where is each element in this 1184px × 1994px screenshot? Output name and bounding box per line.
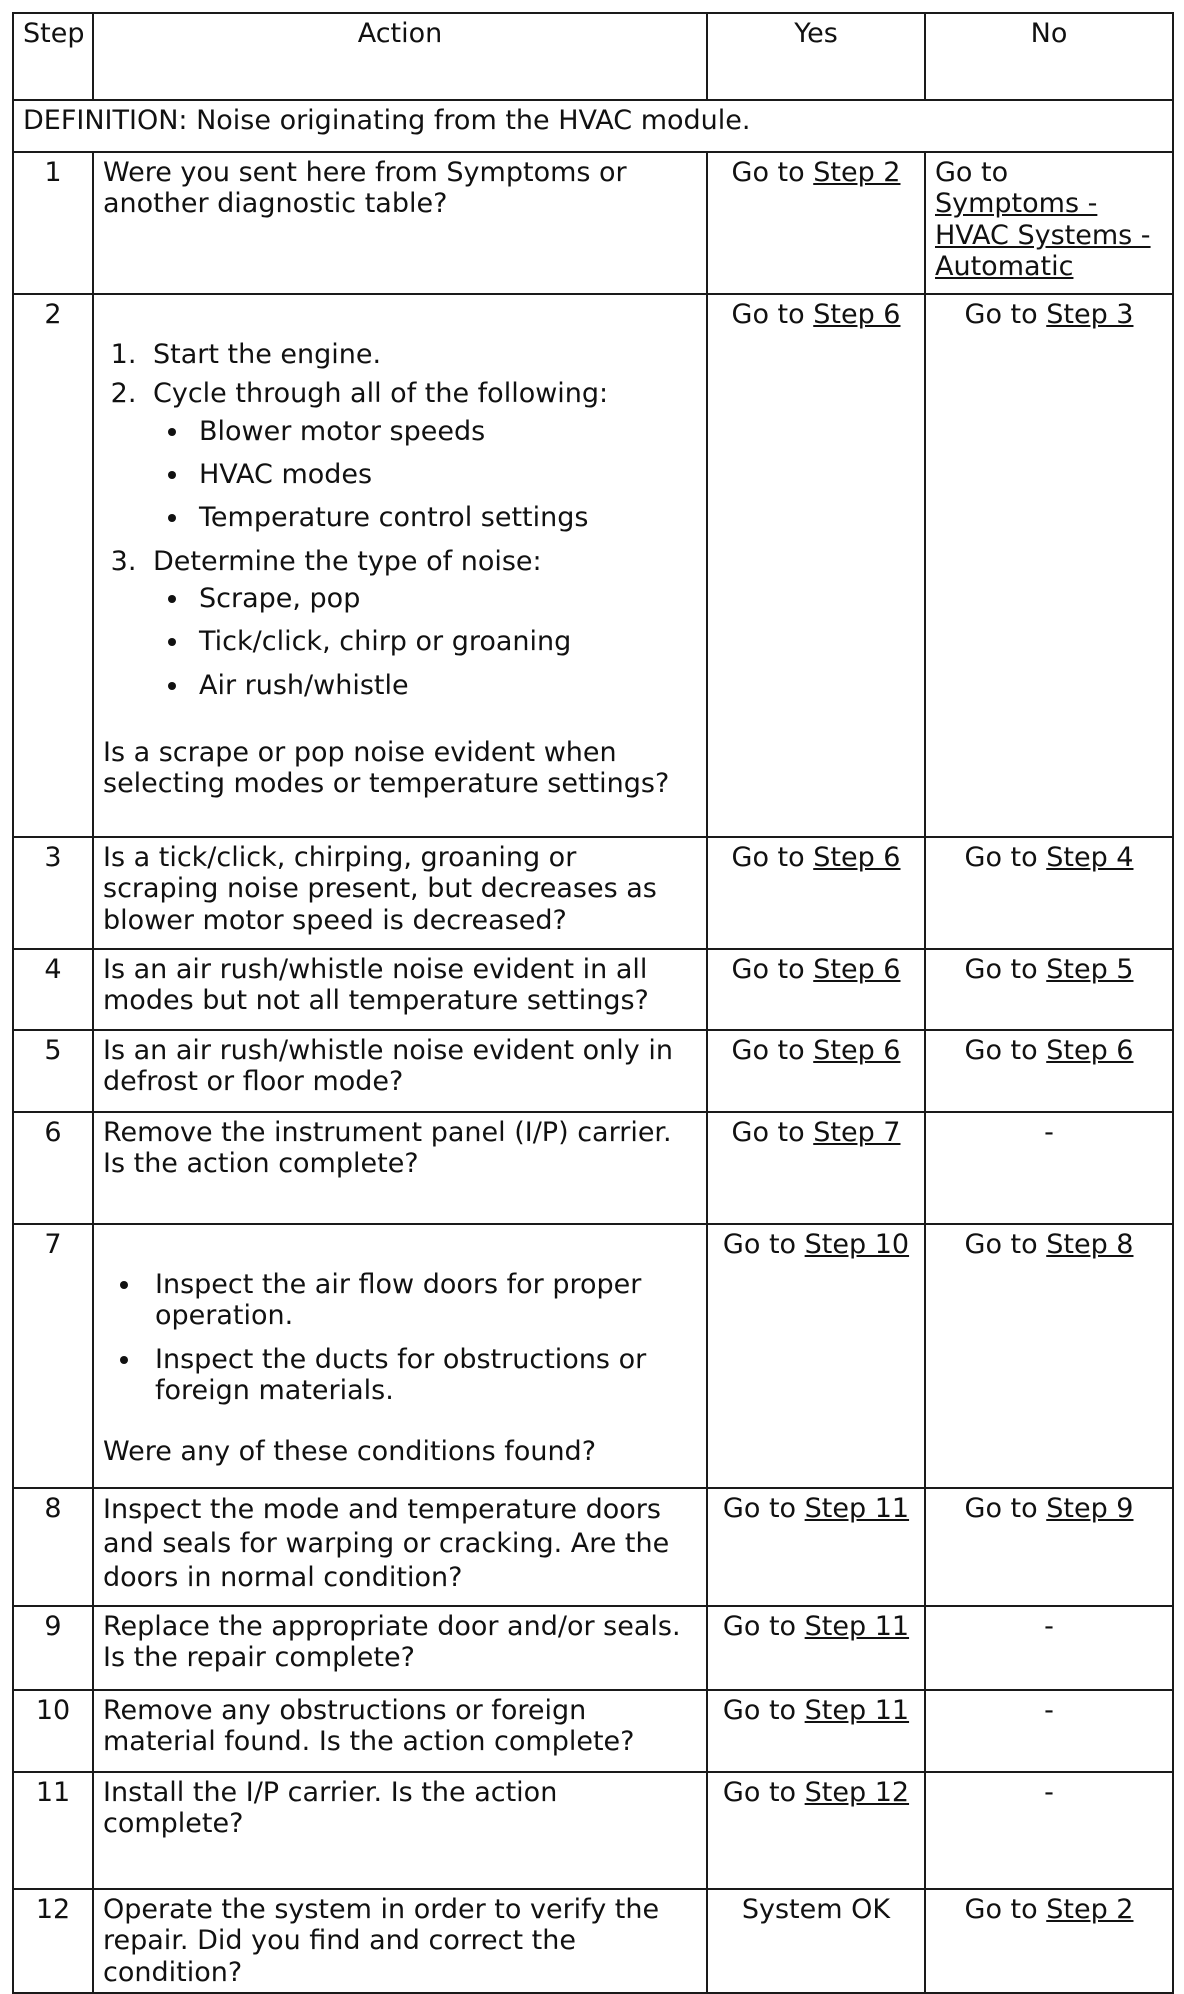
list-item: • Tick/click, chirp or groaning xyxy=(191,626,697,657)
go-to-text: Go to xyxy=(731,299,814,330)
step-number: 7 xyxy=(13,1224,93,1488)
action-text: Install the I/P carrier. Is the action complete? xyxy=(93,1772,707,1889)
list-item: • Scrape, pop xyxy=(191,583,697,614)
header-step: Step xyxy=(13,13,93,100)
no-link[interactable]: Step 9 xyxy=(1046,1493,1134,1524)
header-no: No xyxy=(925,13,1173,100)
list-item: • Inspect the ducts for obstructions or foreign materials. xyxy=(143,1344,697,1407)
action-cell xyxy=(93,1224,707,1488)
step-number: 12 xyxy=(13,1889,93,1993)
action-text: Replace the appropriate door and/or seals. Is the repair complete? xyxy=(93,1606,707,1690)
definition-row xyxy=(13,100,1173,152)
table-row xyxy=(13,949,1173,1030)
yes-cell xyxy=(707,1224,925,1488)
no-cell xyxy=(925,1030,1173,1112)
question-text: Is a scrape or pop noise evident when selecting modes or temperature settings? xyxy=(103,736,670,800)
table-row xyxy=(13,837,1173,949)
list-item: • Air rush/whistle xyxy=(191,670,697,701)
action-text: Operate the system in order to verify the repair. Did you find and correct the condition? xyxy=(93,1889,707,1993)
go-to-text: Go to xyxy=(964,299,1047,330)
go-to-text: Go to xyxy=(731,954,814,985)
list-item: • HVAC modes xyxy=(191,459,697,490)
yes-cell xyxy=(707,294,925,837)
table-row xyxy=(13,1889,1173,1993)
step-number: 1 xyxy=(13,152,93,294)
table-row xyxy=(13,1690,1173,1772)
go-to-text: Go to xyxy=(722,1611,805,1642)
header-action: Action xyxy=(93,13,707,100)
list-item-text: Cycle through all of the following: xyxy=(153,378,609,410)
go-to-text: Go to xyxy=(722,1695,805,1726)
bullet-list xyxy=(153,416,697,534)
yes-cell xyxy=(707,1772,925,1889)
action-text: Is an air rush/whistle noise evident only in defrost or floor mode? xyxy=(93,1030,707,1112)
action-text: Remove the instrument panel (I/P) carrier. xyxy=(103,1117,672,1148)
table-row xyxy=(13,1030,1173,1112)
yes-link[interactable]: Step 7 xyxy=(813,1117,901,1148)
yes-cell xyxy=(707,1112,925,1224)
action-text: Inspect the mode and temperature doors and seals for warping or cracking. Are the doors in normal condition? xyxy=(93,1488,707,1606)
step-number: 11 xyxy=(13,1772,93,1889)
step-number: 4 xyxy=(13,949,93,1030)
go-to-text: Go to xyxy=(964,1229,1047,1260)
table-row xyxy=(13,1606,1173,1690)
header-row xyxy=(13,13,1173,100)
action-cell xyxy=(93,294,707,837)
table-row xyxy=(13,1112,1173,1224)
yes-link[interactable]: Step 12 xyxy=(804,1777,910,1808)
table-row xyxy=(13,1224,1173,1488)
no-cell xyxy=(925,152,1173,294)
go-to-text: Go to xyxy=(722,1777,805,1808)
step-number: 5 xyxy=(13,1030,93,1112)
yes-cell xyxy=(707,1690,925,1772)
yes-link[interactable]: Step 6 xyxy=(813,842,901,873)
question-text: Were any of these conditions found? xyxy=(103,1436,597,1468)
table-row xyxy=(13,1488,1173,1606)
list-item-text: Start the engine. xyxy=(153,339,382,370)
no-link[interactable]: Step 3 xyxy=(1046,299,1134,330)
go-to-text: Go to xyxy=(731,1117,814,1148)
header-yes: Yes xyxy=(707,13,925,100)
list-item xyxy=(145,378,697,533)
no-link[interactable]: Step 2 xyxy=(1046,1894,1134,1925)
no-link[interactable]: Step 6 xyxy=(1046,1035,1134,1066)
action-text: Is a tick/click, chirping, groaning or scraping noise present, but decreases as blower motor speed is decreased? xyxy=(93,837,707,949)
no-cell xyxy=(925,1488,1173,1606)
list-item xyxy=(145,546,697,701)
no-cell: - xyxy=(925,1112,1173,1224)
go-to-text: Go to xyxy=(731,1035,814,1066)
yes-link[interactable]: Step 6 xyxy=(813,299,901,330)
go-to-text: Go to xyxy=(964,1894,1047,1925)
no-link[interactable]: Symptoms - HVAC Systems - Automatic xyxy=(935,188,1151,282)
diagnostic-table xyxy=(12,12,1174,1994)
yes-cell xyxy=(707,1606,925,1690)
yes-link[interactable]: Step 11 xyxy=(804,1493,910,1524)
table-row xyxy=(13,1772,1173,1889)
no-cell xyxy=(925,294,1173,837)
list-item xyxy=(145,339,697,370)
no-cell xyxy=(925,837,1173,949)
no-cell: - xyxy=(925,1606,1173,1690)
no-cell xyxy=(925,949,1173,1030)
go-to-text: Go to xyxy=(964,954,1047,985)
go-to-text: Go to xyxy=(722,1229,805,1260)
action-text: Were you sent here from Symptoms or another diagnostic table? xyxy=(93,152,707,294)
step-number: 6 xyxy=(13,1112,93,1224)
question-text: Is the action complete? xyxy=(103,1148,419,1180)
yes-link[interactable]: Step 10 xyxy=(804,1229,910,1260)
yes-cell xyxy=(707,1030,925,1112)
no-cell xyxy=(925,1224,1173,1488)
yes-cell xyxy=(707,1488,925,1606)
bullet-list xyxy=(153,583,697,701)
yes-link[interactable]: Step 6 xyxy=(813,1035,901,1066)
step-number: 2 xyxy=(13,294,93,837)
go-to-text: Go to xyxy=(964,1493,1047,1524)
yes-cell xyxy=(707,152,925,294)
go-to-text: Go to xyxy=(731,157,814,188)
yes-cell xyxy=(707,837,925,949)
yes-cell: System OK xyxy=(707,1889,925,1993)
action-cell xyxy=(93,1112,707,1224)
no-cell xyxy=(925,1889,1173,1993)
no-link[interactable]: Step 8 xyxy=(1046,1229,1134,1260)
list-item: • Inspect the air flow doors for proper operation. xyxy=(143,1269,697,1332)
table-row xyxy=(13,294,1173,837)
list-item-text: Determine the type of noise: xyxy=(153,545,542,577)
table-row xyxy=(13,152,1173,294)
go-to-text: Go to xyxy=(964,1035,1047,1066)
yes-link[interactable]: Step 6 xyxy=(813,954,901,985)
step-number: 3 xyxy=(13,837,93,949)
list-item: • Temperature control settings xyxy=(191,502,697,533)
numbered-list xyxy=(103,339,697,701)
no-cell: - xyxy=(925,1772,1173,1889)
step-number: 9 xyxy=(13,1606,93,1690)
no-link[interactable]: Step 5 xyxy=(1046,954,1134,985)
go-to-text: Go to xyxy=(935,157,1009,188)
yes-link[interactable]: Step 11 xyxy=(804,1611,910,1642)
step-number: 8 xyxy=(13,1488,93,1606)
go-to-text: Go to xyxy=(731,842,814,873)
no-link[interactable]: Step 4 xyxy=(1046,842,1134,873)
list-item: • Blower motor speeds xyxy=(191,416,697,447)
action-text: Is an air rush/whistle noise evident in all modes but not all temperature settings? xyxy=(93,949,707,1030)
step-number: 10 xyxy=(13,1690,93,1772)
bullet-list xyxy=(103,1269,697,1406)
yes-link[interactable]: Step 2 xyxy=(813,157,901,188)
go-to-text: Go to xyxy=(722,1493,805,1524)
definition-text: DEFINITION: Noise originating from the HVAC module. xyxy=(13,100,1173,152)
action-text: Remove any obstructions or foreign material found. Is the action complete? xyxy=(93,1690,707,1772)
go-to-text: Go to xyxy=(964,842,1047,873)
yes-link[interactable]: Step 11 xyxy=(804,1695,910,1726)
no-cell: - xyxy=(925,1690,1173,1772)
yes-cell xyxy=(707,949,925,1030)
